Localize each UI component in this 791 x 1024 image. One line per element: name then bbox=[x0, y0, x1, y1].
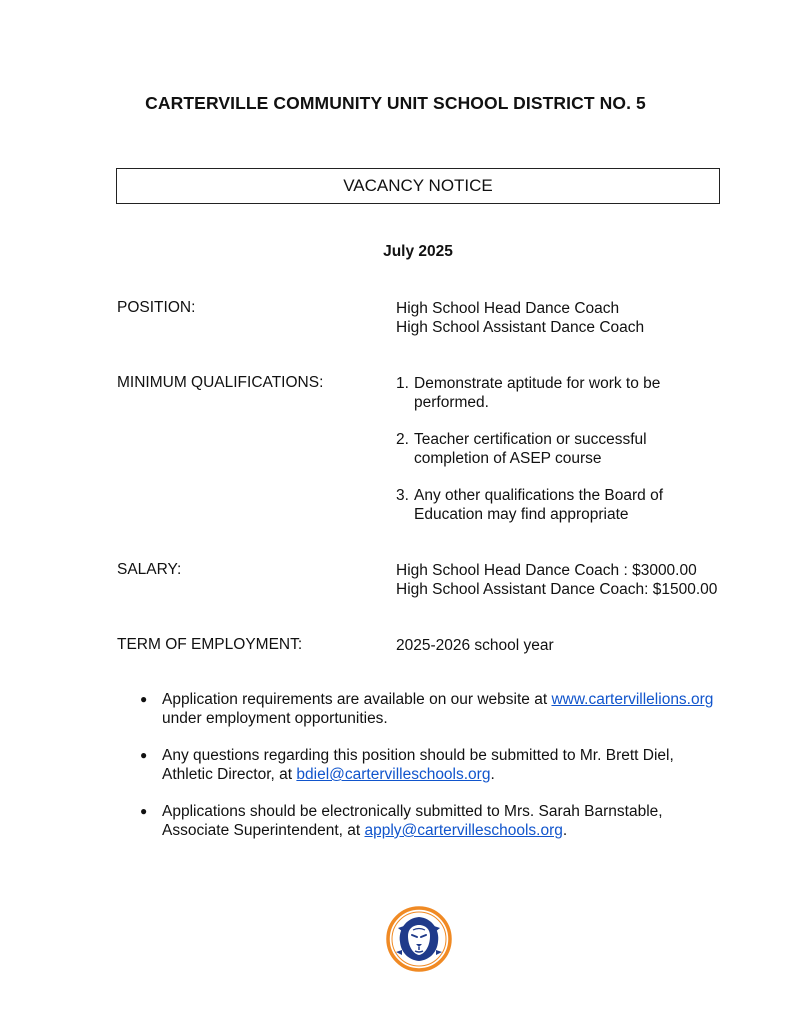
position-value bbox=[396, 299, 644, 337]
bullet-text: Any questions regarding this position should be submitted to Mr. Brett Diel, bbox=[162, 747, 674, 764]
bullet-item bbox=[136, 690, 736, 728]
qualification-text: Any other qualifications the Board of bbox=[414, 487, 664, 504]
bullet-text: Associate Superintendent, at bbox=[162, 822, 365, 839]
apply-email-link[interactable]: apply@cartervilleschools.org bbox=[364, 822, 563, 839]
position-label: POSITION: bbox=[117, 299, 196, 316]
notice-date: July 2025 bbox=[383, 243, 453, 260]
qualification-text-cont: completion of ASEP course bbox=[414, 450, 602, 467]
lion-logo-icon bbox=[386, 906, 452, 972]
qualifications-label: MINIMUM QUALIFICATIONS: bbox=[117, 374, 324, 391]
bullet-text: Application requirements are available on our website at bbox=[162, 691, 552, 708]
page-title: CARTERVILLE COMMUNITY UNIT SCHOOL DISTRICT NO. 5 bbox=[145, 93, 646, 113]
athletic-director-email-link[interactable]: bdiel@cartervilleschools.org bbox=[296, 766, 491, 783]
qualification-number: 3. bbox=[396, 487, 409, 504]
info-bullet-list bbox=[136, 690, 736, 858]
salary-line: High School Head Dance Coach : $3000.00 bbox=[396, 562, 697, 579]
position-line: High School Assistant Dance Coach bbox=[396, 319, 645, 336]
position-line: High School Head Dance Coach bbox=[396, 300, 620, 317]
bullet-item bbox=[136, 802, 736, 840]
qualification-text-cont: Education may find appropriate bbox=[414, 506, 629, 523]
term-label: TERM OF EMPLOYMENT: bbox=[117, 636, 303, 653]
bullet-text: under employment opportunities. bbox=[162, 710, 388, 727]
term-value: 2025-2026 school year bbox=[396, 637, 554, 654]
qualification-item bbox=[396, 430, 696, 468]
salary-value bbox=[396, 561, 717, 599]
bullet-text: Applications should be electronically submitted to Mrs. Sarah Barnstable, bbox=[162, 803, 663, 820]
bullet-item bbox=[136, 746, 736, 784]
website-link[interactable]: www.cartervillelions.org bbox=[551, 691, 714, 708]
qualification-text: Teacher certification or successful bbox=[414, 431, 647, 448]
vacancy-notice-box bbox=[116, 168, 720, 204]
qualification-text: Demonstrate aptitude for work to be bbox=[414, 375, 661, 392]
qualification-number: 2. bbox=[396, 431, 409, 448]
bullet-text: . bbox=[490, 766, 495, 783]
bullet-text: . bbox=[562, 822, 568, 839]
qualification-text-cont: performed. bbox=[414, 394, 489, 411]
qualification-item bbox=[396, 374, 696, 412]
salary-line: High School Assistant Dance Coach: $1500.00 bbox=[396, 581, 718, 598]
vacancy-notice-heading: VACANCY NOTICE bbox=[343, 176, 493, 195]
bullet-text: Athletic Director, at bbox=[162, 766, 297, 783]
salary-label: SALARY: bbox=[117, 561, 182, 578]
qualification-item bbox=[396, 486, 696, 524]
qualification-number: 1. bbox=[396, 375, 409, 392]
